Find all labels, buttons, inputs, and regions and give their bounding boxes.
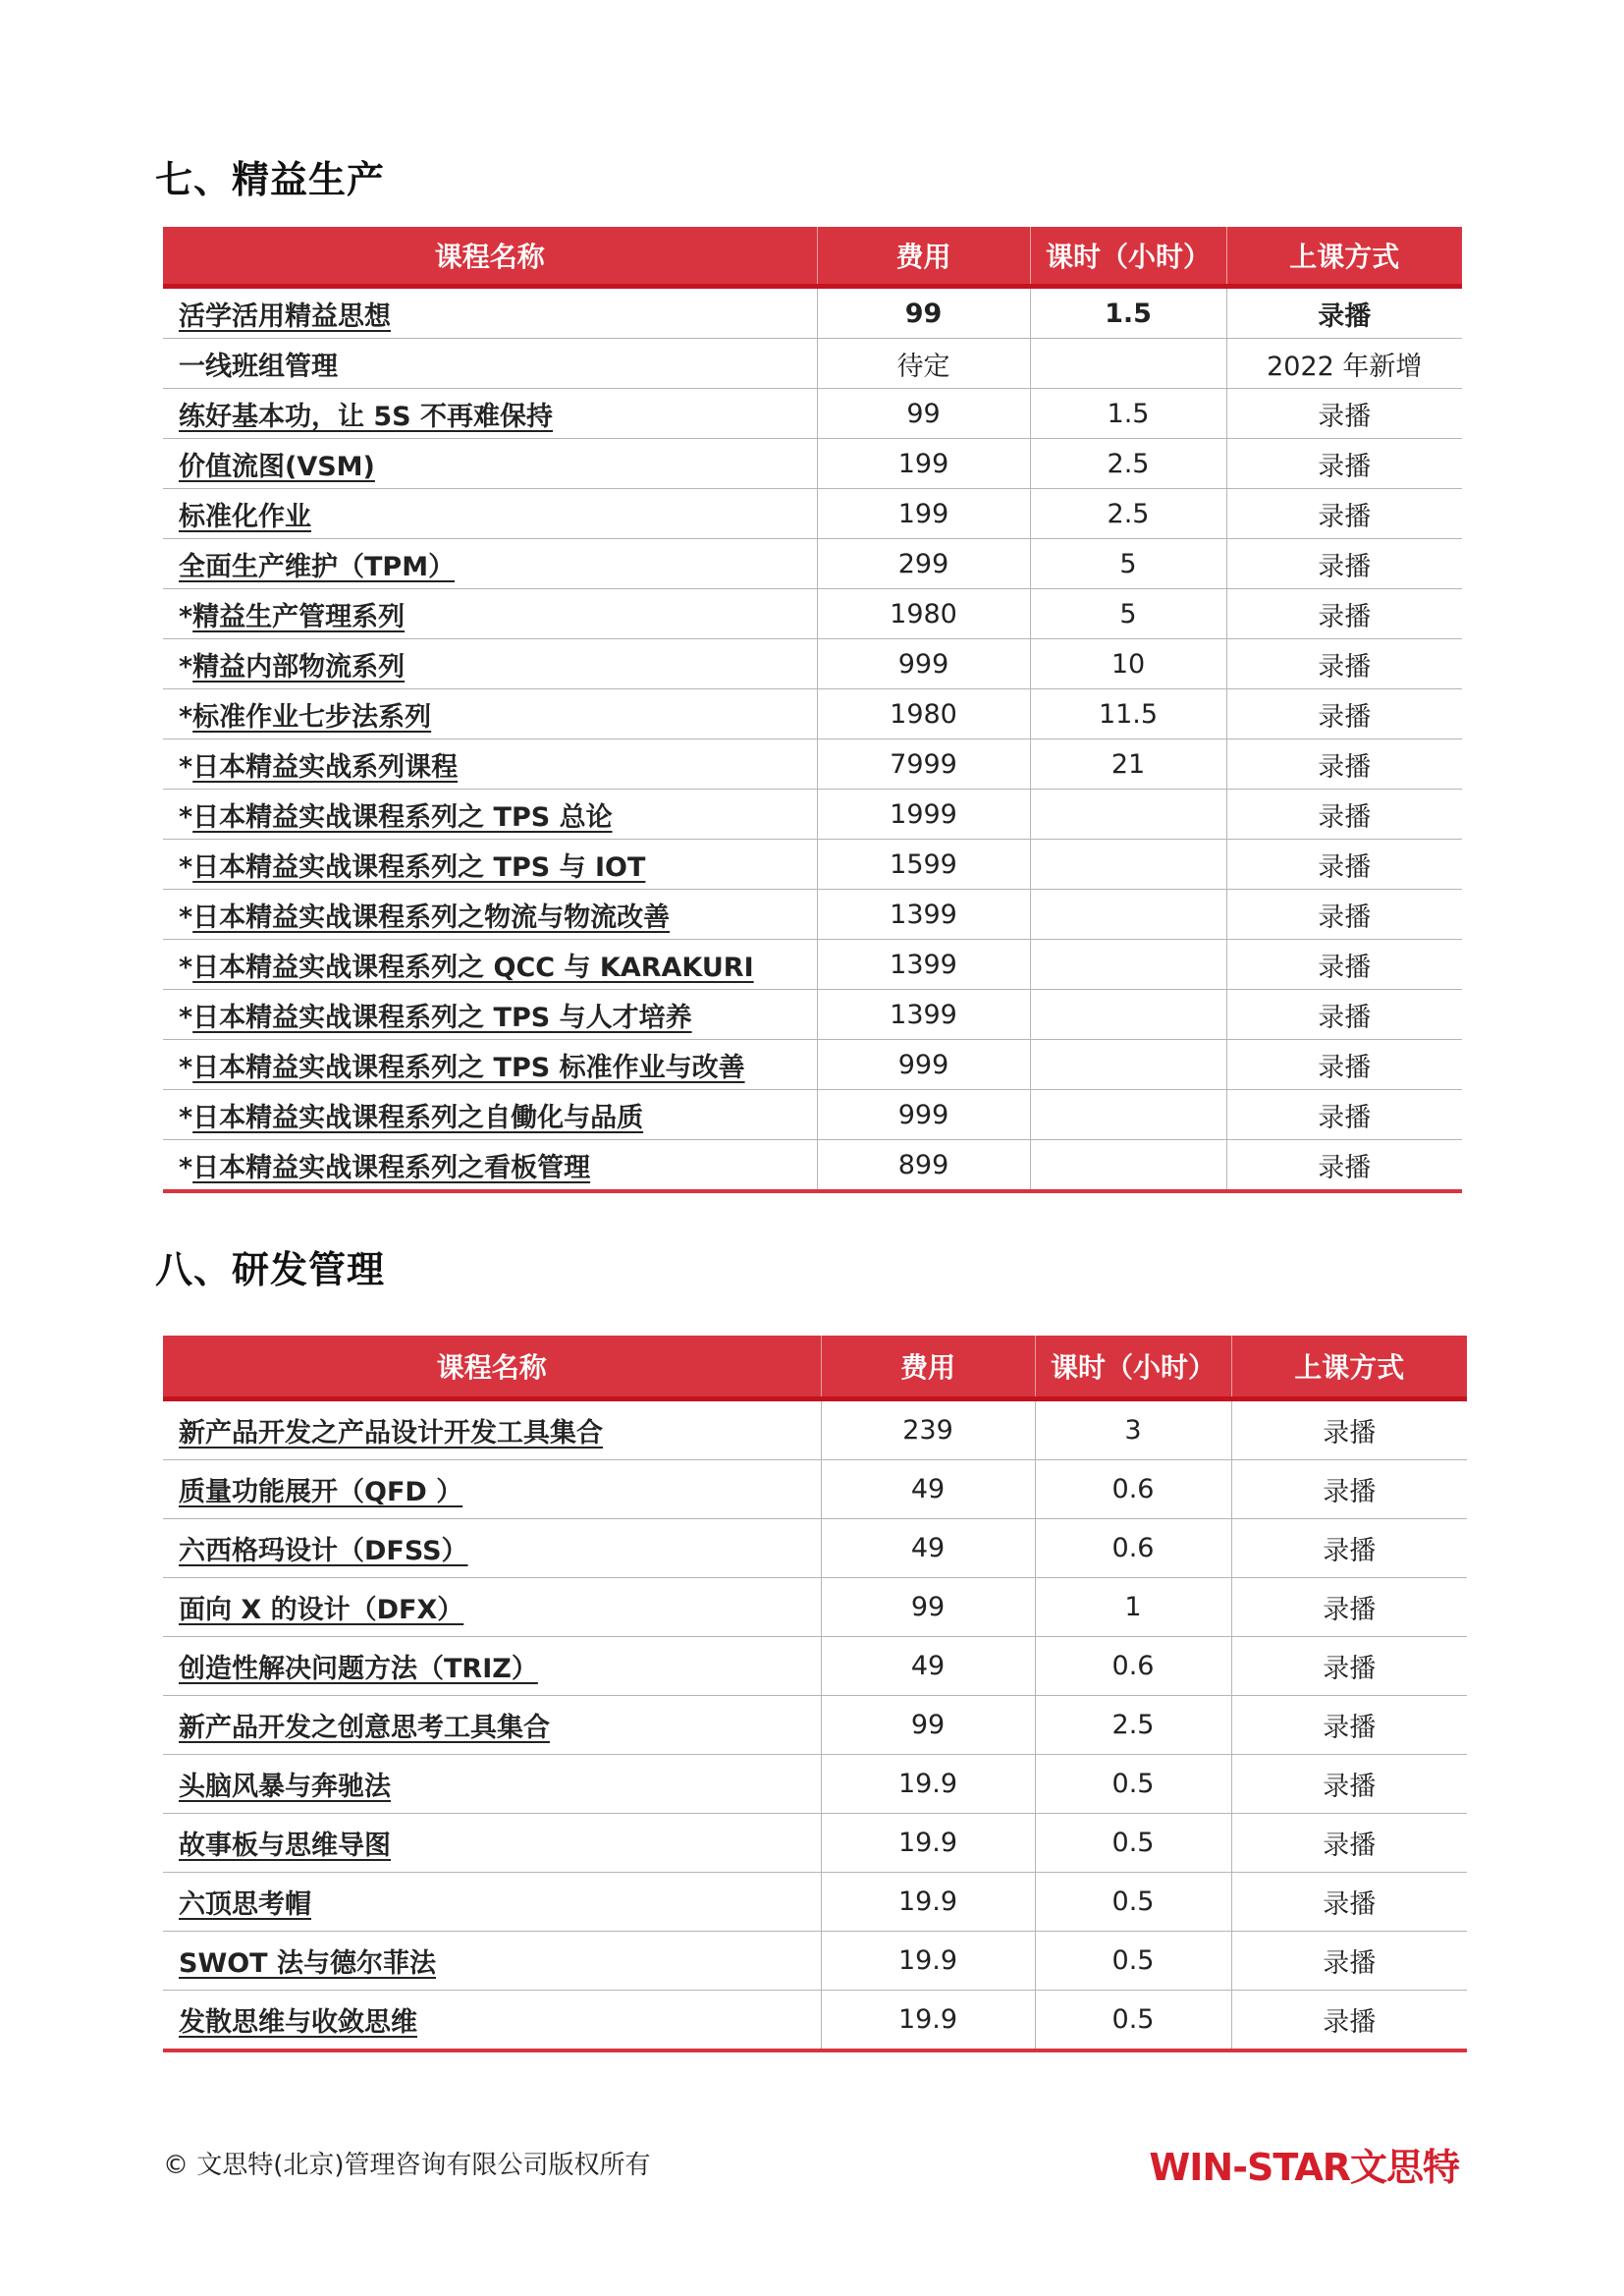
course-hours: 2.5 bbox=[1030, 489, 1226, 539]
table-row bbox=[163, 890, 1462, 940]
course-mode: 录播 bbox=[1226, 589, 1462, 639]
course-name-cell bbox=[163, 339, 817, 389]
course-name-cell bbox=[163, 1814, 821, 1873]
course-name[interactable]: SWOT 法与德尔菲法 bbox=[179, 1948, 436, 1979]
table-row bbox=[163, 1460, 1467, 1519]
course-hours: 0.5 bbox=[1035, 1991, 1231, 2051]
course-fee: 19.9 bbox=[821, 1873, 1035, 1932]
course-mode: 录播 bbox=[1226, 489, 1462, 539]
table-row bbox=[163, 739, 1462, 790]
course-mode: 录播 bbox=[1231, 1873, 1467, 1932]
course-fee: 49 bbox=[821, 1460, 1035, 1519]
series-marker: * bbox=[179, 851, 193, 883]
course-name-cell bbox=[163, 639, 817, 689]
course-name[interactable]: 创造性解决问题方法（TRIZ） bbox=[179, 1654, 538, 1684]
course-fee: 1999 bbox=[817, 790, 1030, 840]
course-fee: 1980 bbox=[817, 589, 1030, 639]
course-name[interactable]: 精益生产管理系列 bbox=[192, 601, 406, 632]
course-mode: 录播 bbox=[1231, 1696, 1467, 1755]
course-hours bbox=[1030, 790, 1226, 840]
course-hours bbox=[1030, 1140, 1226, 1192]
course-mode: 录播 bbox=[1226, 539, 1462, 589]
course-name[interactable]: 日本精益实战系列课程 bbox=[192, 751, 459, 783]
course-name[interactable]: 日本精益实战课程系列之物流与物流改善 bbox=[192, 902, 671, 933]
course-name-cell bbox=[163, 739, 817, 790]
table-row bbox=[163, 1932, 1467, 1991]
header-mode: 上课方式 bbox=[1226, 227, 1462, 287]
course-name[interactable]: 头脑风暴与奔驰法 bbox=[179, 1772, 391, 1802]
course-hours: 2.5 bbox=[1030, 439, 1226, 489]
course-name-cell bbox=[163, 890, 817, 940]
course-hours: 11.5 bbox=[1030, 689, 1226, 739]
course-hours bbox=[1030, 840, 1226, 890]
table-row bbox=[163, 439, 1462, 489]
course-fee: 999 bbox=[817, 639, 1030, 689]
course-mode: 录播 bbox=[1231, 1932, 1467, 1991]
series-marker: * bbox=[179, 751, 193, 783]
course-hours: 1.5 bbox=[1030, 287, 1226, 339]
course-fee: 999 bbox=[817, 1040, 1030, 1090]
table-row bbox=[163, 689, 1462, 739]
footer-copyright: © 文思特(北京)管理咨询有限公司版权所有 bbox=[163, 2151, 651, 2180]
course-hours bbox=[1030, 1040, 1226, 1090]
course-hours: 0.6 bbox=[1035, 1637, 1231, 1696]
course-hours bbox=[1030, 1090, 1226, 1140]
course-name-cell bbox=[163, 1140, 817, 1192]
course-name[interactable]: 日本精益实战课程系列之自働化与品质 bbox=[192, 1102, 644, 1133]
course-mode: 2022 年新增 bbox=[1226, 339, 1462, 389]
course-name-cell bbox=[163, 1090, 817, 1140]
table-row bbox=[163, 1578, 1467, 1637]
table-row bbox=[163, 1399, 1467, 1460]
header-course-name: 课程名称 bbox=[163, 227, 817, 287]
table-row bbox=[163, 990, 1462, 1040]
course-name-cell bbox=[163, 1578, 821, 1637]
course-hours: 1.5 bbox=[1030, 389, 1226, 439]
course-name-cell bbox=[163, 287, 817, 339]
series-marker: * bbox=[179, 1152, 193, 1183]
course-name[interactable]: 日本精益实战课程系列之 TPS 与人才培养 bbox=[192, 1002, 692, 1033]
course-name-cell bbox=[163, 1991, 821, 2051]
course-mode: 录播 bbox=[1226, 689, 1462, 739]
course-hours: 0.5 bbox=[1035, 1755, 1231, 1814]
course-mode: 录播 bbox=[1226, 940, 1462, 990]
course-fee: 49 bbox=[821, 1519, 1035, 1578]
course-name-cell bbox=[163, 1755, 821, 1814]
table-row bbox=[163, 1090, 1462, 1140]
course-fee: 待定 bbox=[817, 339, 1030, 389]
table-row bbox=[163, 287, 1462, 339]
table-row bbox=[163, 790, 1462, 840]
course-fee: 19.9 bbox=[821, 1991, 1035, 2051]
course-mode: 录播 bbox=[1231, 1578, 1467, 1637]
course-name[interactable]: 日本精益实战课程系列之 QCC 与 KARAKURI bbox=[192, 952, 754, 983]
course-mode: 录播 bbox=[1226, 890, 1462, 940]
course-mode: 录播 bbox=[1231, 1637, 1467, 1696]
series-marker: * bbox=[179, 1002, 193, 1033]
course-fee: 99 bbox=[821, 1696, 1035, 1755]
table-row bbox=[163, 1696, 1467, 1755]
course-fee: 199 bbox=[817, 439, 1030, 489]
table-row bbox=[163, 940, 1462, 990]
course-hours bbox=[1030, 339, 1226, 389]
course-fee: 99 bbox=[817, 389, 1030, 439]
course-name-cell bbox=[163, 539, 817, 589]
series-marker: * bbox=[179, 952, 193, 983]
table-row bbox=[163, 1140, 1462, 1192]
course-name-cell bbox=[163, 689, 817, 739]
course-fee: 1399 bbox=[817, 940, 1030, 990]
course-fee: 1399 bbox=[817, 890, 1030, 940]
table-row bbox=[163, 539, 1462, 589]
course-hours: 21 bbox=[1030, 739, 1226, 790]
table-row bbox=[163, 489, 1462, 539]
course-name-cell bbox=[163, 940, 817, 990]
course-hours bbox=[1030, 890, 1226, 940]
course-name-cell bbox=[163, 1460, 821, 1519]
course-mode: 录播 bbox=[1226, 1040, 1462, 1090]
header-hours: 课时（小时） bbox=[1030, 227, 1226, 287]
table-row bbox=[163, 1991, 1467, 2051]
course-hours: 1 bbox=[1035, 1578, 1231, 1637]
course-name[interactable]: 练好基本功，让 5S 不再难保持 bbox=[179, 401, 554, 432]
course-fee: 239 bbox=[821, 1399, 1035, 1460]
course-name[interactable]: 活学活用精益思想 bbox=[179, 301, 391, 332]
course-name[interactable]: 日本精益实战课程系列之 TPS 总论 bbox=[192, 801, 613, 833]
course-hours: 0.5 bbox=[1035, 1814, 1231, 1873]
table-row bbox=[163, 840, 1462, 890]
course-fee: 7999 bbox=[817, 739, 1030, 790]
course-fee: 19.9 bbox=[821, 1755, 1035, 1814]
course-fee: 999 bbox=[817, 1090, 1030, 1140]
series-marker: * bbox=[179, 801, 193, 833]
course-name-cell bbox=[163, 1873, 821, 1932]
rd-management-course-table bbox=[163, 1336, 1467, 2052]
course-name[interactable]: 精益内部物流系列 bbox=[192, 651, 406, 683]
course-name-cell bbox=[163, 1932, 821, 1991]
course-mode: 录播 bbox=[1226, 990, 1462, 1040]
course-name[interactable]: 新产品开发之创意思考工具集合 bbox=[179, 1713, 550, 1743]
course-mode: 录播 bbox=[1226, 840, 1462, 890]
course-name-cell bbox=[163, 990, 817, 1040]
course-mode: 录播 bbox=[1226, 639, 1462, 689]
course-mode: 录播 bbox=[1231, 1460, 1467, 1519]
course-name[interactable]: 六西格玛设计（DFSS） bbox=[179, 1536, 468, 1566]
header-course-name: 课程名称 bbox=[163, 1336, 821, 1399]
course-fee: 299 bbox=[817, 539, 1030, 589]
course-fee: 99 bbox=[817, 287, 1030, 339]
course-hours: 0.5 bbox=[1035, 1873, 1231, 1932]
course-name-cell bbox=[163, 1519, 821, 1578]
course-name[interactable]: 六顶思考帽 bbox=[179, 1889, 311, 1920]
table-row bbox=[163, 1637, 1467, 1696]
course-hours: 5 bbox=[1030, 589, 1226, 639]
course-mode: 录播 bbox=[1226, 1140, 1462, 1192]
section-title-rd-management: 八、研发管理 bbox=[155, 1248, 386, 1291]
table-row bbox=[163, 1814, 1467, 1873]
table-row bbox=[163, 1755, 1467, 1814]
table-row bbox=[163, 1519, 1467, 1578]
course-name-cell bbox=[163, 1637, 821, 1696]
course-hours bbox=[1030, 990, 1226, 1040]
course-hours: 5 bbox=[1030, 539, 1226, 589]
course-name[interactable]: 全面生产维护（TPM） bbox=[179, 551, 456, 582]
course-mode: 录播 bbox=[1231, 1814, 1467, 1873]
course-name[interactable]: 面向 X 的设计（DFX） bbox=[179, 1595, 464, 1625]
course-name[interactable]: 标准化作业 bbox=[179, 501, 311, 532]
header-mode: 上课方式 bbox=[1231, 1336, 1467, 1399]
series-marker: * bbox=[179, 601, 193, 632]
course-name-cell bbox=[163, 389, 817, 439]
win-star-logo: WIN-STAR文思特 bbox=[1149, 2146, 1459, 2189]
course-name-cell bbox=[163, 439, 817, 489]
lean-production-course-table bbox=[163, 227, 1462, 1193]
course-hours: 0.6 bbox=[1035, 1519, 1231, 1578]
series-marker: * bbox=[179, 651, 193, 683]
course-fee: 19.9 bbox=[821, 1814, 1035, 1873]
header-hours: 课时（小时） bbox=[1035, 1336, 1231, 1399]
table-body bbox=[163, 1399, 1467, 2051]
table-row bbox=[163, 1040, 1462, 1090]
course-fee: 49 bbox=[821, 1637, 1035, 1696]
series-marker: * bbox=[179, 701, 193, 733]
course-hours: 3 bbox=[1035, 1399, 1231, 1460]
table-row bbox=[163, 589, 1462, 639]
course-hours bbox=[1030, 940, 1226, 990]
course-name[interactable]: 故事板与思维导图 bbox=[179, 1831, 391, 1861]
course-mode: 录播 bbox=[1226, 790, 1462, 840]
table-body bbox=[163, 287, 1462, 1192]
course-mode: 录播 bbox=[1226, 389, 1462, 439]
course-name[interactable]: 日本精益实战课程系列之 TPS 与 IOT bbox=[192, 851, 646, 883]
table-header-row bbox=[163, 227, 1462, 287]
table-row bbox=[163, 389, 1462, 439]
table-row bbox=[163, 1873, 1467, 1932]
course-hours: 0.5 bbox=[1035, 1932, 1231, 1991]
course-fee: 19.9 bbox=[821, 1932, 1035, 1991]
course-name-cell bbox=[163, 1040, 817, 1090]
course-name-cell bbox=[163, 790, 817, 840]
course-name-cell bbox=[163, 489, 817, 539]
course-name[interactable]: 价值流图(VSM) bbox=[179, 451, 375, 482]
section-title-lean-production: 七、精益生产 bbox=[155, 158, 386, 201]
header-fee: 费用 bbox=[821, 1336, 1035, 1399]
course-name-cell bbox=[163, 840, 817, 890]
course-hours: 2.5 bbox=[1035, 1696, 1231, 1755]
course-name[interactable]: 日本精益实战课程系列之 TPS 标准作业与改善 bbox=[192, 1052, 745, 1083]
course-mode: 录播 bbox=[1231, 1399, 1467, 1460]
course-fee: 1980 bbox=[817, 689, 1030, 739]
course-name: 一线班组管理 bbox=[179, 351, 338, 382]
series-marker: * bbox=[179, 1102, 193, 1133]
course-fee: 199 bbox=[817, 489, 1030, 539]
course-name-cell bbox=[163, 1399, 821, 1460]
course-fee: 899 bbox=[817, 1140, 1030, 1192]
table-row bbox=[163, 339, 1462, 389]
course-name[interactable]: 新产品开发之产品设计开发工具集合 bbox=[179, 1418, 603, 1449]
header-fee: 费用 bbox=[817, 227, 1030, 287]
course-fee: 1599 bbox=[817, 840, 1030, 890]
course-name[interactable]: 质量功能展开（QFD ） bbox=[179, 1477, 463, 1507]
series-marker: * bbox=[179, 902, 193, 933]
course-name[interactable]: 日本精益实战课程系列之看板管理 bbox=[192, 1152, 591, 1183]
course-name-cell bbox=[163, 1696, 821, 1755]
table-row bbox=[163, 639, 1462, 689]
course-mode: 录播 bbox=[1231, 1991, 1467, 2051]
course-hours: 10 bbox=[1030, 639, 1226, 689]
course-mode: 录播 bbox=[1226, 439, 1462, 489]
course-name[interactable]: 标准作业七步法系列 bbox=[192, 701, 432, 733]
course-name-cell bbox=[163, 589, 817, 639]
course-mode: 录播 bbox=[1226, 1090, 1462, 1140]
course-mode: 录播 bbox=[1231, 1755, 1467, 1814]
course-mode: 录播 bbox=[1231, 1519, 1467, 1578]
series-marker: * bbox=[179, 1052, 193, 1083]
course-mode: 录播 bbox=[1226, 739, 1462, 790]
table-header-row bbox=[163, 1336, 1467, 1399]
course-mode: 录播 bbox=[1226, 287, 1462, 339]
course-fee: 99 bbox=[821, 1578, 1035, 1637]
course-name[interactable]: 发散思维与收敛思维 bbox=[179, 2007, 417, 2038]
course-fee: 1399 bbox=[817, 990, 1030, 1040]
course-hours: 0.6 bbox=[1035, 1460, 1231, 1519]
